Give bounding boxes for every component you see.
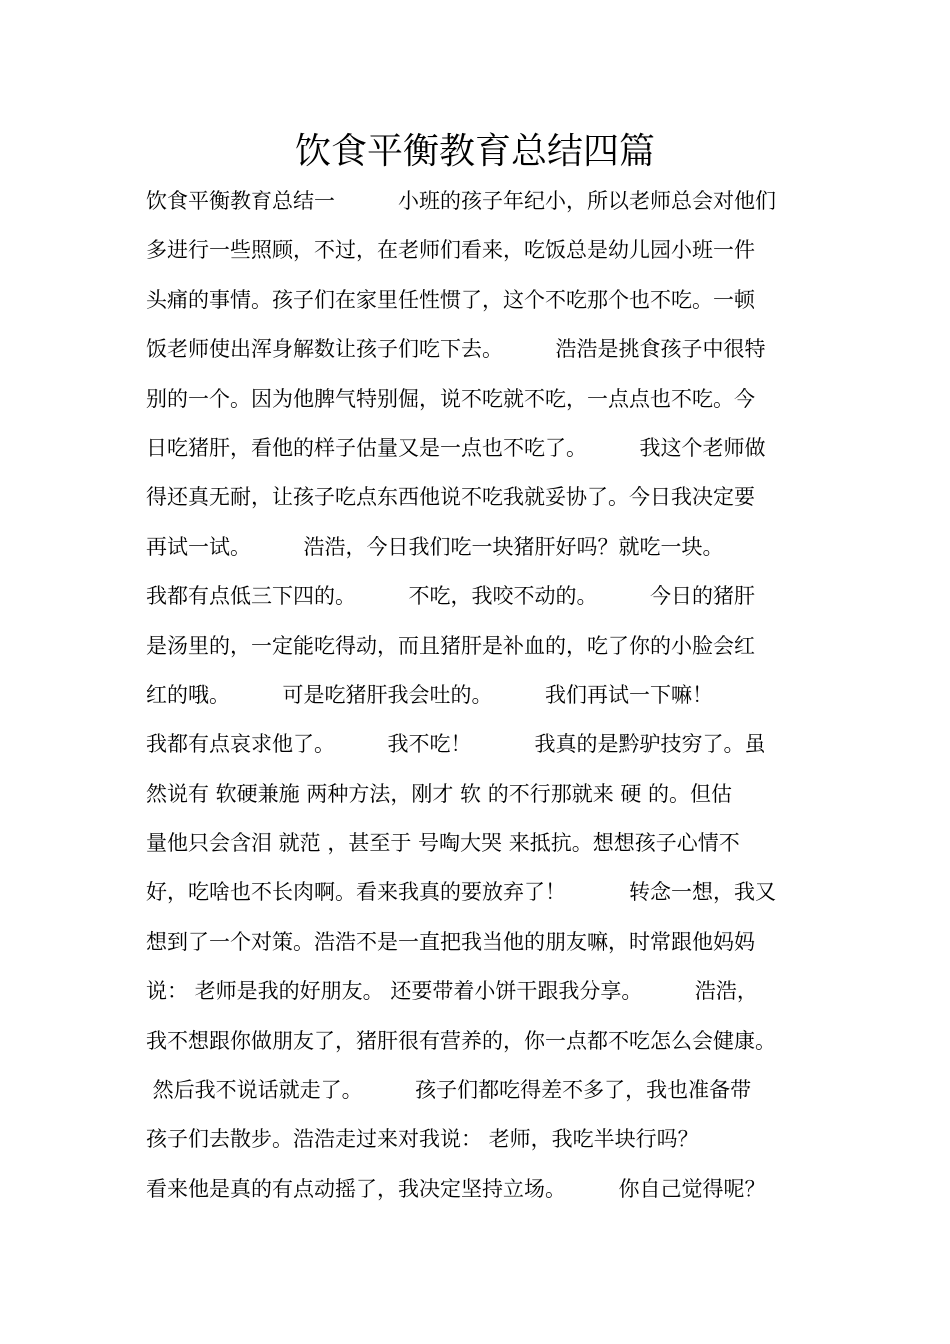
body-line: 得还真无耐，让孩子吃点东西他说不吃我就妥协了。今日我决定要 xyxy=(146,485,755,510)
body-line: 然说有 软硬兼施 两种方法，刚才 软 的不行那就来 硬 的。但估 xyxy=(146,781,733,806)
body-line: 日吃猪肝，看他的样子估量又是一点也不吃了。 我这个老师做 xyxy=(146,435,766,460)
body-line: 想到了一个对策。浩浩不是一直把我当他的朋友嘛，时常跟他妈妈 xyxy=(146,929,755,954)
document-body xyxy=(146,180,836,1217)
body-line: 饮食平衡教育总结一 小班的孩子年纪小，所以老师总会对他们 xyxy=(146,189,776,213)
body-line: 饭老师使出浑身解数让孩子们吃下去。 浩浩是挑食孩子中很特 xyxy=(146,337,766,362)
body-line: 看来他是真的有点动摇了，我决定坚持立场。 你自己觉得呢？ xyxy=(146,1176,766,1201)
body-line: 我不想跟你做朋友了，猪肝很有营养的，你一点都不吃怎么会健康。 xyxy=(146,1028,776,1053)
body-line: 好，吃啥也不长肉啊。看来我真的要放弃了！ 转念一想，我又 xyxy=(146,880,776,905)
body-line: 量他只会含泪 就范 ，甚至于 号啕大哭 来抵抗。想想孩子心情不 xyxy=(146,831,740,856)
body-line: 说： 老师是我的好朋友。 还要带着小饼干跟我分享。 浩浩， xyxy=(146,979,758,1004)
document-title: 饮食平衡教育总结四篇 xyxy=(294,131,655,172)
body-line: 我都有点哀求他了。 我不吃！ 我真的是黔驴技穷了。虽 xyxy=(146,732,766,757)
body-line: 多进行一些照顾，不过，在老师们看来，吃饭总是幼儿园小班一件 xyxy=(146,238,755,263)
body-line: 别的一个。因为他脾气特别倔，说不吃就不吃，一点点也不吃。今 xyxy=(146,386,755,411)
body-line: 我都有点低三下四的。 不吃，我咬不动的。 今日的猪肝 xyxy=(146,584,755,609)
body-line: 是汤里的，一定能吃得动，而且猪肝是补血的，吃了你的小脸会红 xyxy=(146,633,755,658)
body-line: 再试一试。 浩浩，今日我们吃一块猪肝好吗？就吃一块。 xyxy=(146,534,724,559)
body-line: 红的哦。 可是吃猪肝我会吐的。 我们再试一下嘛！ xyxy=(146,682,713,707)
body-line: 孩子们去散步。浩浩走过来对我说： 老师，我吃半块行吗？ xyxy=(146,1127,699,1152)
body-line: 然后我不说话就走了。 孩子们都吃得差不多了，我也准备带 xyxy=(146,1078,752,1103)
body-line: 头痛的事情。孩子们在家里任性惯了，这个不吃那个也不吃。一顿 xyxy=(146,287,755,312)
